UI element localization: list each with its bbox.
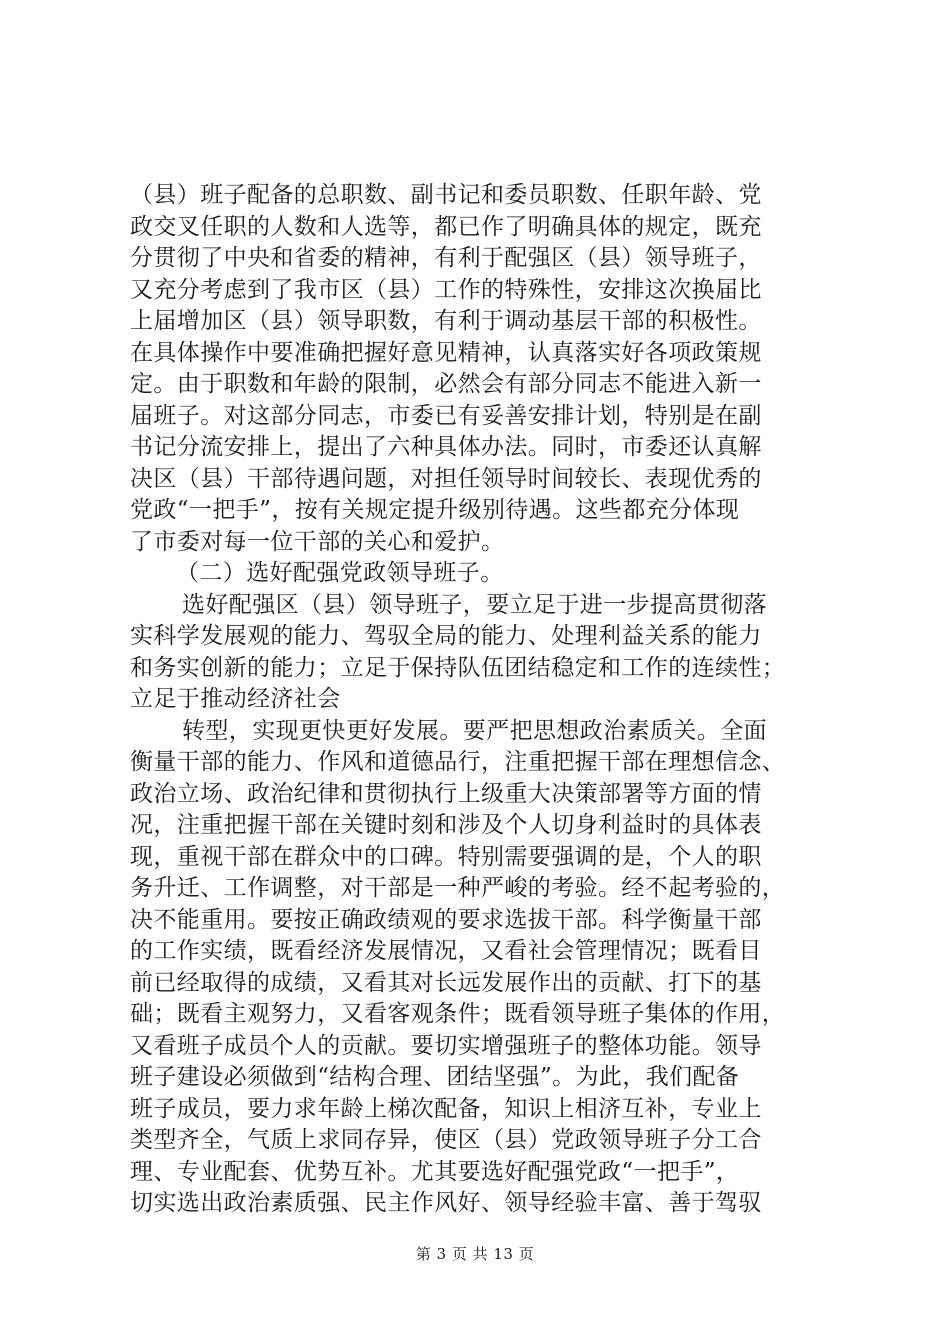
text-line: 届班子。对这部分同志，市委已有妥善安排计划，特别是在副	[130, 402, 762, 429]
text-line: 政治立场、政治纪律和贯彻执行上级重大决策部署等方面的情	[130, 780, 762, 807]
text-line: 书记分流安排上，提出了六种具体办法。同时，市委还认真解	[130, 434, 762, 460]
text-line: 定。由于职数和年龄的限制，必然会有部分同志不能进入新一	[130, 371, 762, 397]
text-line: 分贯彻了中央和省委的精神，有利于配强区（县）领导班子，	[130, 245, 762, 271]
document-body	[130, 180, 830, 1220]
text-line: 衡量干部的能力、作风和道德品行，注重把握干部在理想信念、	[130, 749, 786, 775]
text-line: 立足于推动经济社会	[130, 686, 341, 712]
text-line: 党政“一把手”，按有关规定提升级别待遇。这些都充分体现	[130, 497, 740, 523]
text-line: 现，重视干部在群众中的口碑。特别需要强调的是，个人的职	[130, 843, 762, 870]
text-line: 况，注重把握干部在关键时刻和涉及个人切身利益时的具体表	[130, 812, 762, 838]
text-line: 类型齐全，气质上求同存异，使区（县）党政领导班子分工合	[130, 1127, 762, 1153]
text-line: 政交叉任职的人数和人选等，都已作了明确具体的规定，既充	[130, 213, 762, 240]
text-line: 的工作实绩，既看经济发展情况，又看社会管理情况；既看目	[130, 938, 762, 964]
text-line: 选好配强区（县）领导班子，要立足于进一步提高贯彻落	[182, 591, 767, 618]
text-line: 班子建设必须做到“结构合理、团结坚强”。为此，我们配备	[130, 1064, 740, 1090]
text-line: 实科学发展观的能力、驾驭全局的能力、处理利益关系的能力	[130, 623, 762, 649]
text-line: 切实选出政治素质强、民主作风好、领导经验丰富、善于驾驭	[130, 1190, 762, 1216]
text-line: 务升迁、工作调整，对干部是一种严峻的考验。经不起考验的，	[130, 875, 786, 901]
text-line: 和务实创新的能力；立足于保持队伍团结稳定和工作的连续性；	[130, 654, 786, 681]
text-line: 决区（县）干部待遇问题，对担任领导时间较长、表现优秀的	[130, 465, 762, 492]
text-line: 转型，实现更快更好发展。要严把思想政治素质关。全面	[182, 717, 767, 744]
text-line: （县）班子配备的总职数、副书记和委员职数、任职年龄、党	[130, 182, 762, 208]
text-line: 础；既看主观努力，又看客观条件；既看领导班子集体的作用，	[130, 1001, 786, 1027]
page-number-footer: 第 3 页 共 13 页	[415, 1245, 535, 1263]
text-line: 班子成员，要力求年龄上梯次配备，知识上相济互补，专业上	[130, 1095, 762, 1122]
text-line: 上届增加区（县）领导职数，有利于调动基层干部的积极性。	[130, 308, 762, 334]
text-line: 决不能重用。要按正确政绩观的要求选拔干部。科学衡量干部	[130, 906, 762, 933]
section-heading: （二）选好配强党政领导班子。	[176, 560, 504, 586]
text-line: 前已经取得的成绩，又看其对长远发展作出的贡献、打下的基	[130, 969, 762, 996]
text-line: 理、专业配套、优势互补。尤其要选好配强党政“一把手”，	[130, 1158, 740, 1185]
text-line: 又看班子成员个人的贡献。要切实增强班子的整体功能。领导	[130, 1032, 762, 1059]
text-line: 又充分考虑到了我市区（县）工作的特殊性，安排这次换届比	[130, 276, 762, 303]
text-line: 在具体操作中要准确把握好意见精神，认真落实好各项政策规	[130, 339, 762, 366]
text-line: 了市委对每一位干部的关心和爱护。	[130, 528, 505, 555]
